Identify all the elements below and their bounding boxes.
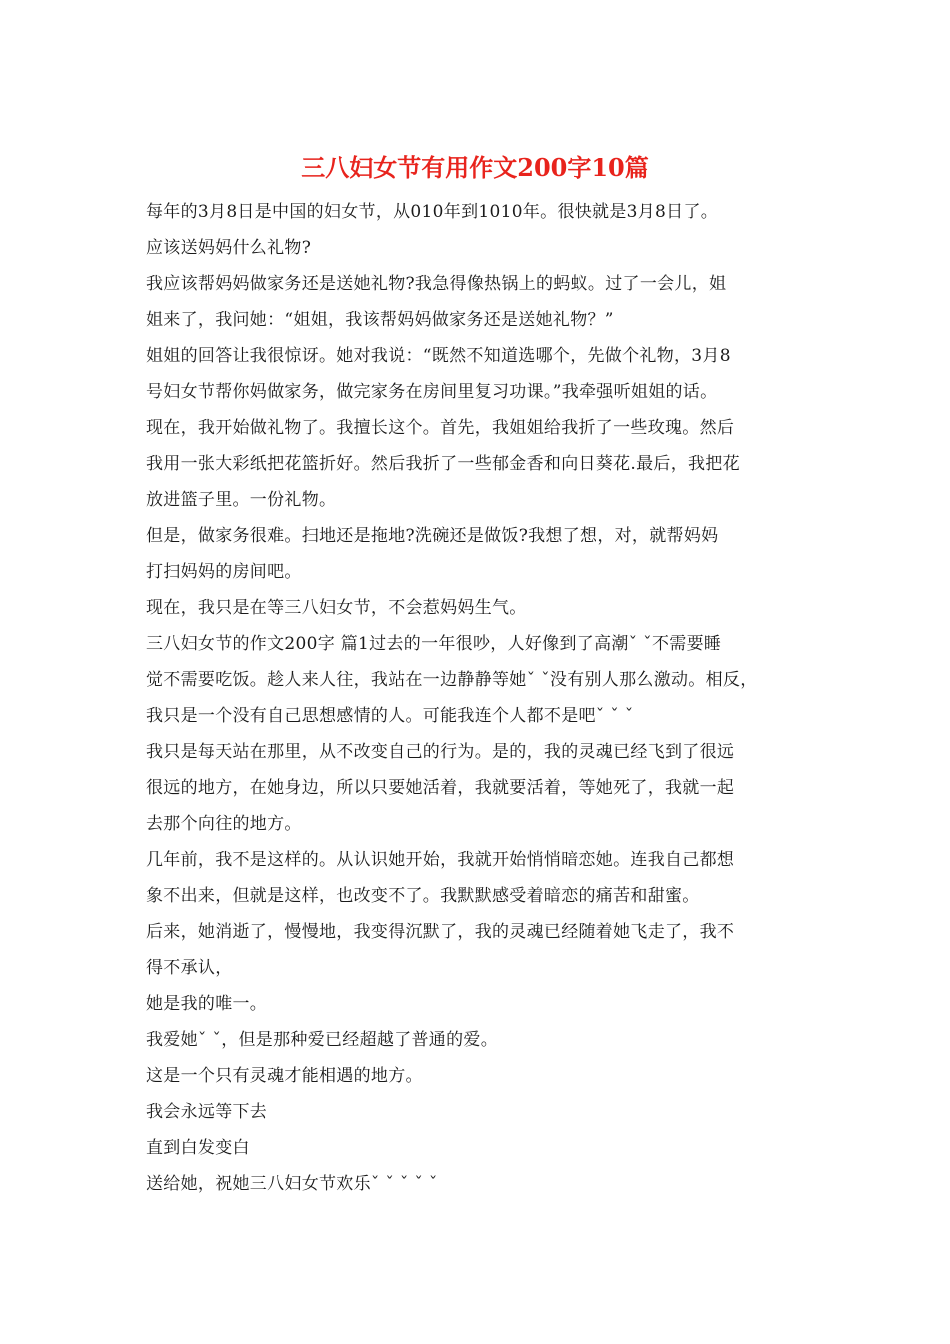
text-line: 她是我的唯一。 xyxy=(146,994,268,1014)
text-line: 后来，她消逝了，慢慢地，我变得沉默了，我的灵魂已经随着她飞走了，我不 xyxy=(146,922,735,942)
document-title: 三八妇女节有用作文200字10篇 xyxy=(301,153,649,182)
text-line: 很远的地方，在她身边，所以只要她活着，我就要活着，等她死了，我就一起 xyxy=(146,778,735,798)
text-line: 我只是一个没有自己思想感情的人。可能我连个人都不是吧ˇ ˇ ˇ xyxy=(146,706,634,726)
text-line: 现在，我开始做礼物了。我擅长这个。首先，我姐姐给我折了一些玫瑰。然后 xyxy=(146,418,735,438)
text-line: 象不出来，但就是这样，也改变不了。我默默感受着暗恋的痛苦和甜蜜。 xyxy=(146,886,700,906)
text-line: 打扫妈妈的房间吧。 xyxy=(146,562,302,582)
text-line: 觉不需要吃饭。趁人来人往，我站在一边静静等她ˇ ˇ没有别人那么激动。相反， xyxy=(146,670,758,690)
text-line: 现在，我只是在等三八妇女节，不会惹妈妈生气。 xyxy=(146,598,527,618)
text-line: 我爱她ˇ ˇ，但是那种爱已经超越了普通的爱。 xyxy=(146,1030,499,1050)
text-line: 我用一张大彩纸把花篮折好。然后我折了一些郁金香和向日葵花.最后，我把花 xyxy=(146,454,740,474)
text-line: 得不承认， xyxy=(146,958,233,978)
text-line: 姐来了，我问她：“姐姐，我该帮妈妈做家务还是送她礼物？” xyxy=(146,310,614,330)
text-line: 我会永远等下去 xyxy=(146,1102,268,1122)
text-line: 送给她，祝她三八妇女节欢乐ˇ ˇ ˇ ˇ ˇ xyxy=(146,1174,438,1194)
document-body xyxy=(146,194,826,1202)
text-line: 姐姐的回答让我很惊讶。她对我说：“既然不知道选哪个，先做个礼物，3月8 xyxy=(146,346,731,366)
text-line: 号妇女节帮你妈做家务，做完家务在房间里复习功课。”我牵强听姐姐的话。 xyxy=(146,382,718,402)
text-line: 我应该帮妈妈做家务还是送她礼物?我急得像热锅上的蚂蚁。过了一会儿，姐 xyxy=(146,274,727,294)
text-line: 我只是每天站在那里，从不改变自己的行为。是的，我的灵魂已经飞到了很远 xyxy=(146,742,735,762)
text-line: 三八妇女节的作文200字 篇1过去的一年很吵，人好像到了高潮ˇ ˇ不需要睡 xyxy=(146,634,722,654)
text-line: 应该送妈妈什么礼物? xyxy=(146,238,312,258)
text-line: 直到白发变白 xyxy=(146,1138,250,1158)
text-line: 但是，做家务很难。扫地还是拖地?洗碗还是做饭?我想了想，对，就帮妈妈 xyxy=(146,526,719,546)
text-line: 去那个向往的地方。 xyxy=(146,814,302,834)
text-line: 放进篮子里。一份礼物。 xyxy=(146,490,337,510)
text-line: 几年前，我不是这样的。从认识她开始，我就开始悄悄暗恋她。连我自己都想 xyxy=(146,850,735,870)
text-line: 每年的3月8日是中国的妇女节，从010年到1010年。很快就是3月8日了。 xyxy=(146,202,719,222)
text-line: 这是一个只有灵魂才能相遇的地方。 xyxy=(146,1066,423,1086)
